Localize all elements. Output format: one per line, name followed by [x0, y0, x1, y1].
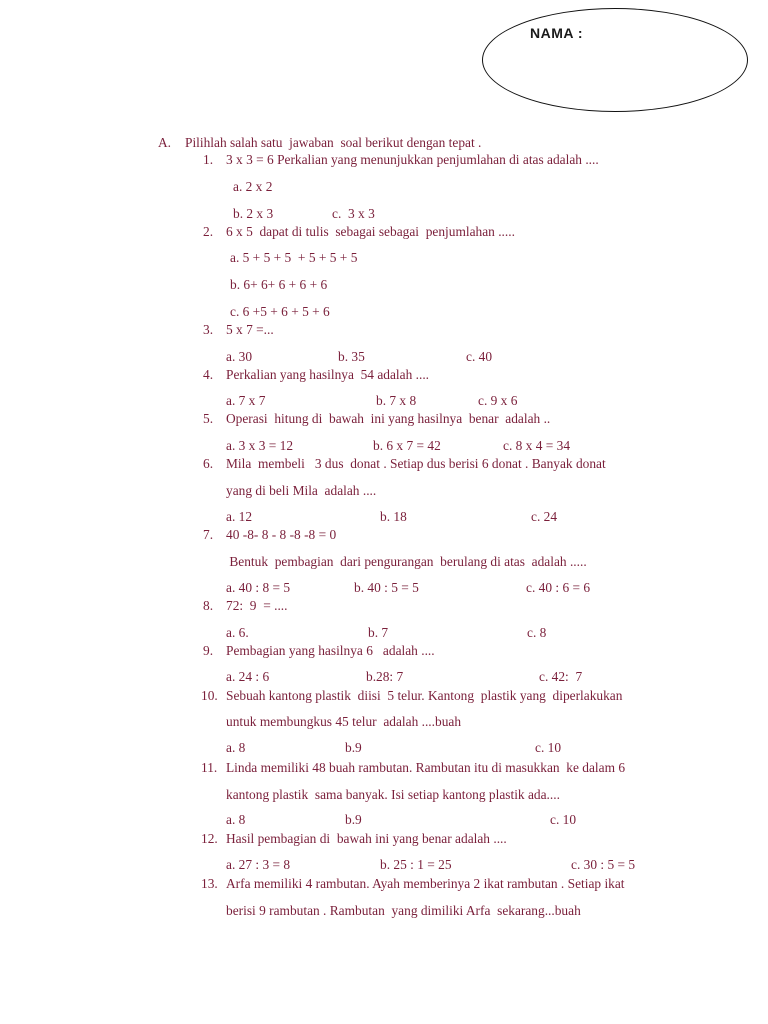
option-c: c. 6 +5 + 6 + 5 + 6 [230, 304, 330, 319]
option-c: c. 10 [535, 740, 562, 755]
question-text: Perkalian yang hasilnya 54 adalah .... [226, 367, 430, 382]
option-a: a. 7 x 7 [226, 393, 266, 408]
option-a: a. 8 [226, 740, 246, 755]
question-text: 72: 9 = .... [226, 598, 288, 613]
option-c: c. 3 x 3 [332, 206, 375, 221]
section-letter: A. [158, 135, 172, 150]
option-c: c. 10 [550, 812, 577, 827]
option-a: a. 3 x 3 = 12 [226, 438, 294, 453]
option-c: c. 24 [531, 509, 558, 524]
option-c: c. 42: 7 [539, 669, 583, 684]
option-a: a. 27 : 3 = 8 [226, 857, 291, 872]
question-number: 8. [203, 598, 214, 613]
question-text-continued: berisi 9 rambutan . Rambutan yang dimiliki Arfa sekarang...buah [226, 903, 581, 918]
option-c: c. 40 : 6 = 6 [526, 580, 591, 595]
question-number: 10. [201, 688, 218, 703]
option-b: b. 18 [380, 509, 407, 524]
question-text: Arfa memiliki 4 rambutan. Ayah memberinya 2 ikat rambutan . Setiap ikat [226, 876, 625, 891]
question-text-continued: Bentuk pembagian dari pengurangan berulang di atas adalah ..... [226, 554, 587, 569]
option-a: a. 30 [226, 349, 253, 364]
question-text-continued: yang di beli Mila adalah .... [226, 483, 377, 498]
option-c: c. 30 : 5 = 5 [571, 857, 636, 872]
option-c: c. 40 [466, 349, 493, 364]
question-text: Hasil pembagian di bawah ini yang benar adalah .... [226, 831, 507, 846]
option-a: a. 8 [226, 812, 246, 827]
question-number: 4. [203, 367, 214, 382]
option-b: b. 40 : 5 = 5 [354, 580, 419, 595]
option-a: a. 6. [226, 625, 249, 640]
question-text: Pembagian yang hasilnya 6 adalah .... [226, 643, 435, 658]
question-number: 13. [201, 876, 218, 891]
question-text: 6 x 5 dapat di tulis sebagai sebagai penjumlahan ..... [226, 224, 515, 239]
section-instruction: Pilihlah salah satu jawaban soal berikut dengan tepat . [185, 135, 482, 150]
question-text: 3 x 3 = 6 Perkalian yang menunjukkan penjumlahan di atas adalah .... [226, 152, 599, 167]
question-number: 7. [203, 527, 214, 542]
question-text: Mila membeli 3 dus donat . Setiap dus berisi 6 donat . Banyak donat [226, 456, 606, 471]
option-a: a. 40 : 8 = 5 [226, 580, 291, 595]
question-number: 2. [203, 224, 214, 239]
option-b: b.9 [345, 740, 362, 755]
option-a: a. 2 x 2 [233, 179, 273, 194]
option-b: b. 2 x 3 [233, 206, 274, 221]
option-c: c. 9 x 6 [478, 393, 518, 408]
question-number: 5. [203, 411, 214, 426]
option-a: a. 24 : 6 [226, 669, 270, 684]
option-a: a. 12 [226, 509, 253, 524]
option-b: b. 25 : 1 = 25 [380, 857, 452, 872]
question-number: 1. [203, 152, 214, 167]
option-a: a. 5 + 5 + 5 + 5 + 5 + 5 [230, 250, 358, 265]
option-b: b. 6+ 6+ 6 + 6 + 6 [230, 277, 328, 292]
question-text: Operasi hitung di bawah ini yang hasilnya benar adalah .. [226, 411, 551, 426]
question-text: Sebuah kantong plastik diisi 5 telur. Kantong plastik yang diperlakukan [226, 688, 623, 703]
option-b: b. 7 [368, 625, 389, 640]
question-number: 9. [203, 643, 214, 658]
option-b: b. 7 x 8 [376, 393, 417, 408]
option-c: c. 8 x 4 = 34 [503, 438, 571, 453]
name-label: NAMA : [530, 25, 584, 41]
option-b: b.28: 7 [366, 669, 404, 684]
question-text: 5 x 7 =... [226, 322, 274, 337]
name-field-oval[interactable] [482, 8, 748, 112]
option-b: b. 6 x 7 = 42 [373, 438, 441, 453]
question-number: 6. [203, 456, 214, 471]
question-number: 11. [201, 760, 218, 775]
question-number: 3. [203, 322, 214, 337]
option-c: c. 8 [527, 625, 547, 640]
option-b: b. 35 [338, 349, 365, 364]
question-text-continued: kantong plastik sama banyak. Isi setiap kantong plastik ada.... [226, 787, 560, 802]
question-text: Linda memiliki 48 buah rambutan. Rambutan itu di masukkan ke dalam 6 [226, 760, 626, 775]
question-text: 40 -8- 8 - 8 -8 -8 = 0 [226, 527, 337, 542]
question-text-continued: untuk membungkus 45 telur adalah ....buah [226, 714, 462, 729]
option-b: b.9 [345, 812, 362, 827]
question-number: 12. [201, 831, 218, 846]
